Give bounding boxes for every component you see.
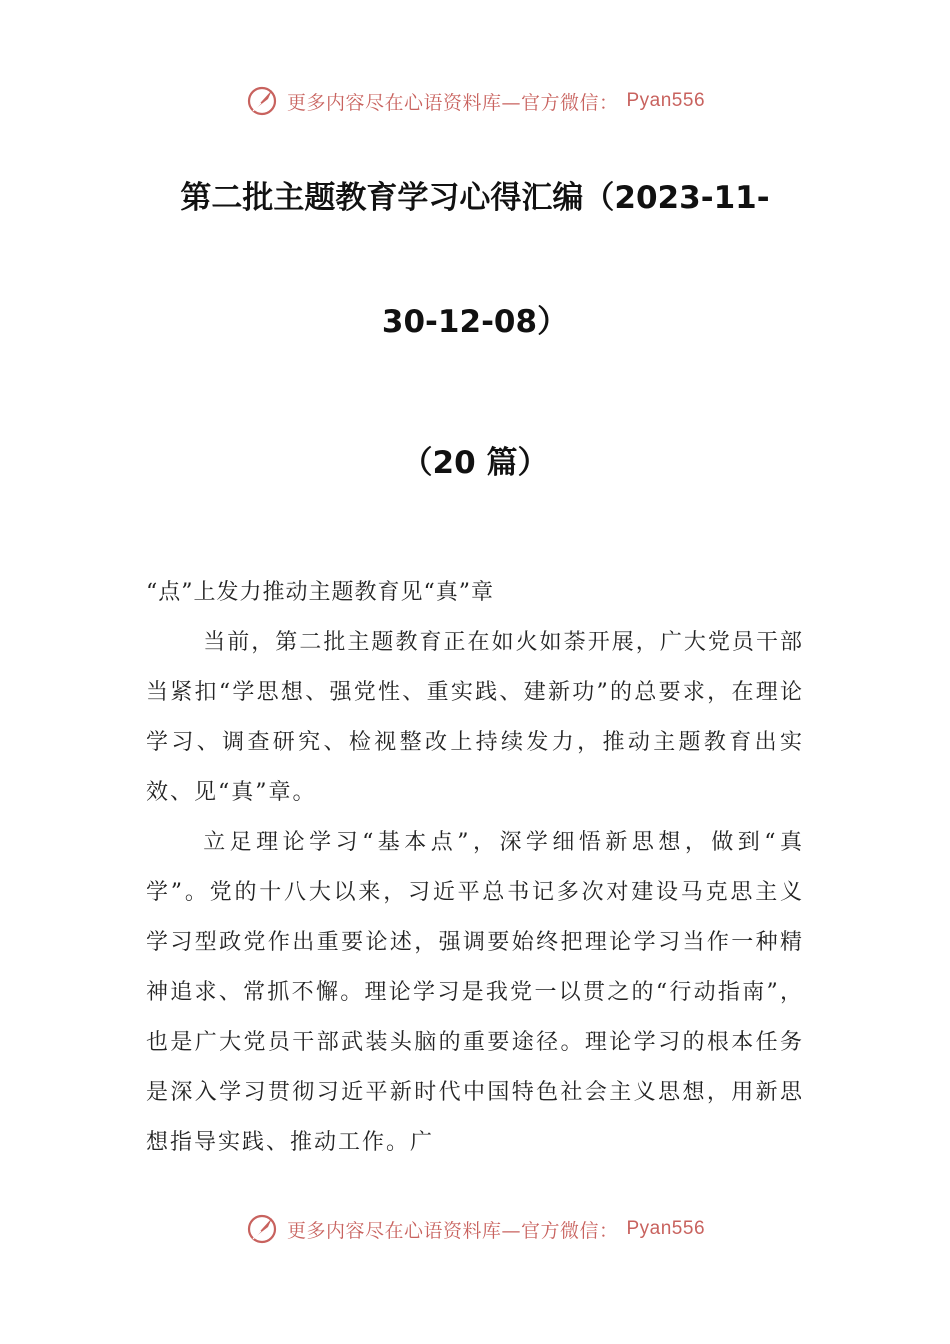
article-paragraph-2: 立足理论学习“基本点”，深学细悟新思想，做到“真学”。党的十八大以来，习近平总书记多次对建设马克思主义学习型政党作出重要论述，强调要始终把理论学习当作一种精神追求、常抓不懈。理论学习是我党一以贯之的“行动指南”，也是广大党员干部武装头脑的重要途径。理论学习的根本任务是深入学习贯彻习近平新时代中国特色社会主义思想，用新思想指导实践、推动工作。广	[146, 830, 804, 1155]
article-paragraph-1: 当前，第二批主题教育正在如火如荼开展，广大党员干部当紧扣“学思想、强党性、重实践、建新功”的总要求，在理论学习、调查研究、检视整改上持续发力，推动主题教育出实效、见“真”章。	[146, 630, 804, 805]
watermark-text: 更多内容尽在心语资料库—官方微信：	[286, 91, 619, 114]
footer-watermark	[0, 1212, 950, 1246]
header-watermark	[0, 84, 950, 118]
document-title-line-2: 30-12-08）	[381, 304, 569, 340]
document-title-count: （20 篇）	[401, 445, 549, 481]
document-title-line-1: 第二批主题教育学习心得汇编（2023-11-	[180, 180, 770, 216]
watermark-wechat-id: Pyan556	[626, 1218, 706, 1239]
quill-circle-icon	[245, 84, 279, 118]
quill-circle-icon	[245, 1212, 279, 1246]
article-heading: “点”上发力推动主题教育见“真”章	[146, 580, 494, 605]
article-body	[146, 568, 804, 1168]
watermark-wechat-id: Pyan556	[626, 90, 706, 111]
watermark-text: 更多内容尽在心语资料库—官方微信：	[286, 1219, 619, 1242]
